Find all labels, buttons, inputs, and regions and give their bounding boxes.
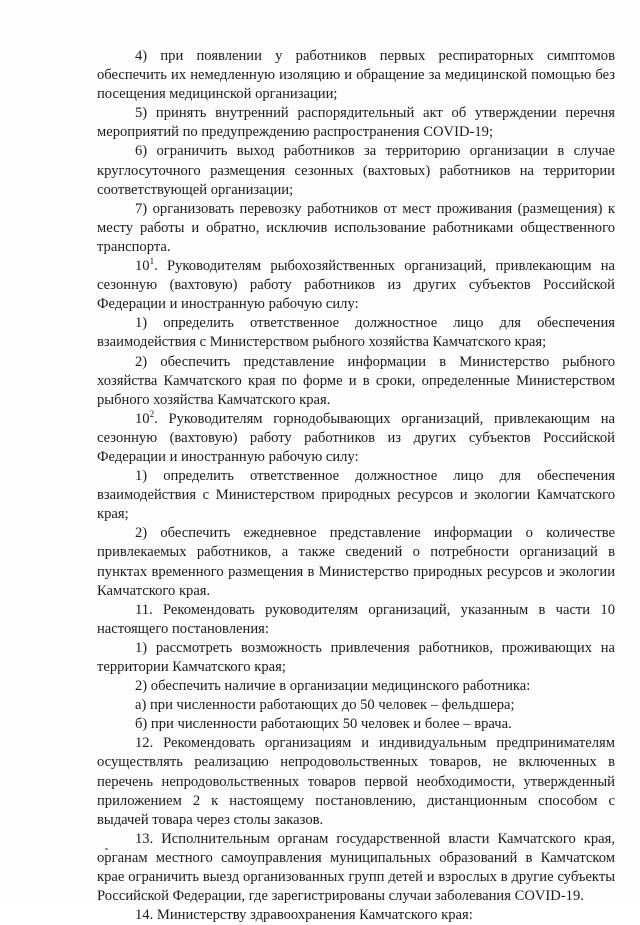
paragraph-section-12 <box>97 734 615 829</box>
paragraph-item-11-2-a <box>97 696 615 715</box>
paragraph-text: 13. Исполнительным органам государственной власти Камчатского края, органам местного самоуправления муниципальных образований в Камчатском крае ограничить выезд организованных групп детей и взрослых в другие субъекты Российской Федерации, где зарегистрированы случаи заболевания COVID-19. <box>97 830 615 905</box>
paragraph-text: а) при численности работающих до 50 человек – фельдшера; <box>135 697 515 714</box>
paragraph-item-10-1-2 <box>97 353 615 410</box>
paragraph-item-10-2-1 <box>97 467 615 524</box>
paragraph-text: 2) обеспечить ежедневное представление информации о количестве привлекаемых работников, а также сведений о потребности организаций в пунктах временного размещения в Министерство природных ресурсов и экологии Камчатского края. <box>97 525 615 599</box>
paragraph-item-10-2-2 <box>97 524 615 600</box>
paragraph-text: 1) рассмотреть возможность привлечения работников, проживающих на территории Камчатского края; <box>97 639 615 675</box>
paragraph-item-11-1 <box>97 639 615 677</box>
paragraph-item-4 <box>97 47 615 104</box>
paragraph-text: 11. Рекомендовать руководителям организаций, указанным в части 10 настоящего постановления: <box>97 601 615 637</box>
paragraph-section-14 <box>97 906 615 925</box>
paragraph-section-13 <box>97 830 615 906</box>
document-body <box>97 47 615 925</box>
scan-speck <box>105 848 108 850</box>
paragraph-item-10-1-1 <box>97 314 615 352</box>
paragraph-text: . Руководителям горнодобывающих организаций, привлекающим на сезонную (вахтовую) работу работников из других субъектов Российской Федерации и иностранную рабочую силу: <box>97 410 615 465</box>
paragraph-text: 2) обеспечить наличие в организации медицинского работника: <box>135 678 531 695</box>
paragraph-text: 1) определить ответственное должностное лицо для обеспечения взаимодействия с Министерством рыбного хозяйства Камчатского края; <box>97 315 615 351</box>
paragraph-text: 12. Рекомендовать организациям и индивидуальным предпринимателям осуществлять реализацию непродовольственных товаров, не включенных в перечень непродовольственных товаров первой необходимости, утвержденный приложением 2 к настоящему постановлению, дистанционным способом с выдачей товара через столы заказов. <box>97 735 615 828</box>
paragraph-text: 2) обеспечить представление информации в Министерство рыбного хозяйства Камчатского края по форме и в сроки, определенные Министерством рыбного хозяйства Камчатского края. <box>97 353 615 408</box>
paragraph-text: 1) определить ответственное должностное лицо для обеспечения взаимодействия с Министерством природных ресурсов и экологии Камчатского края; <box>97 468 615 523</box>
paragraph-item-5 <box>97 104 615 142</box>
paragraph-text: б) при численности работающих 50 человек и более – врача. <box>135 716 512 733</box>
paragraph-text: 14. Министерству здравоохранения Камчатского края: <box>135 907 473 924</box>
paragraph-item-7 <box>97 200 615 257</box>
section-number: 10 <box>135 258 150 275</box>
section-superscript: 2 <box>149 408 155 419</box>
paragraph-item-6 <box>97 142 615 199</box>
paragraph-text: . Руководителям рыбохозяйственных организаций, привлекающим на сезонную (вахтовую) работу работников из других субъектов Российской Федерации и иностранную рабочую силу: <box>97 258 615 313</box>
paragraph-item-11-2 <box>97 677 615 696</box>
paragraph-text: 7) организовать перевозку работников от мест проживания (размещения) к месту работы и обратно, исключив использование работниками общественного транспорта. <box>97 200 615 255</box>
section-number: 10 <box>135 410 150 427</box>
paragraph-section-11 <box>97 601 615 639</box>
paragraph-text: 5) принять внутренний распорядительный акт об утверждении перечня мероприятий по предупреждению распространения COVID-19; <box>97 105 615 141</box>
paragraph-text: 6) ограничить выход работников за территорию организации в случае круглосуточного размещения сезонных (вахтовых) работников на территории соответствующей организации; <box>97 143 615 198</box>
section-superscript: 1 <box>149 256 155 267</box>
paragraph-text: 4) при появлении у работников первых респираторных симптомов обеспечить их немедленную изоляцию и обращение за медицинской помощью без посещения медицинской организации; <box>97 48 615 103</box>
paragraph-section-10-2 <box>97 410 615 467</box>
paragraph-item-11-2-b <box>97 715 615 734</box>
paragraph-section-10-1 <box>97 257 615 314</box>
